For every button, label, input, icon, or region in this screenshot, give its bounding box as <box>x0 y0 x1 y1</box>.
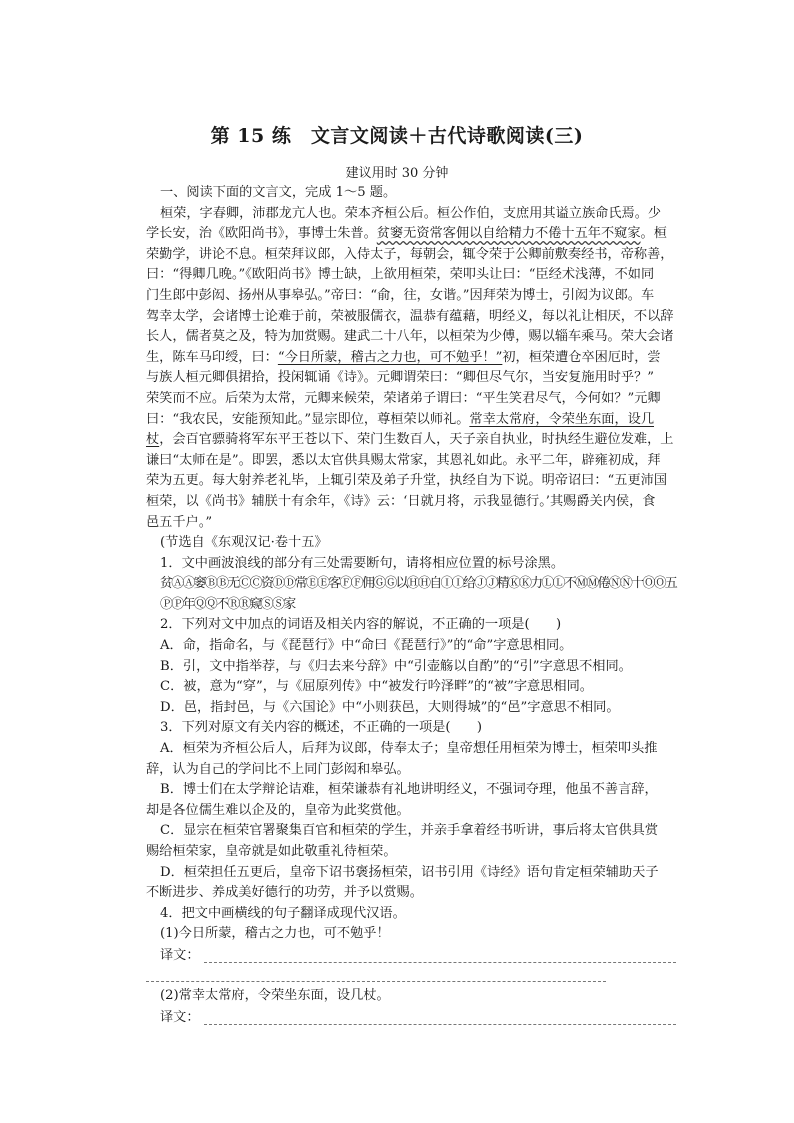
classical-passage <box>146 204 676 554</box>
passage-line <box>146 410 676 431</box>
answer-blank[interactable] <box>204 962 676 963</box>
option-b: B．博士们在太学辩论诘难，桓荣谦恭有礼地讲明经义，不强词夺理，他虽不善言辞， <box>160 782 658 798</box>
option-c: C．被，意为“穿”，与《屈原列传》中“被发行吟泽畔”的“被”字意思相同。 <box>160 679 593 695</box>
option-d: D．桓荣担任五更后，皇帝下诏书褒扬桓荣，诏书引用《诗经》语句肯定桓荣辅助天子 <box>160 864 659 880</box>
page-title: 第 15 练 文言文阅读＋古代诗歌阅读(三) <box>210 125 584 147</box>
answer-line-1 <box>146 945 676 967</box>
option-a-cont: 辞，认为自己的学问比不上同门彭闳和皋弘。 <box>146 761 410 777</box>
question-2 <box>146 615 676 718</box>
option-b: B．引，文中指举荐，与《归去来兮辞》中“引壶觞以自酌”的“引”字意思不相同。 <box>160 658 632 674</box>
underlined-sentence: 常幸太常府，令荣坐东面，设几 <box>469 411 655 427</box>
passage-line: 曰：“得卿几晚。”《欧阳尚书》博士缺，上欲用桓荣，荣叩头让曰：“臣经术浅薄，不如同 <box>146 267 655 283</box>
option-c: C．显宗在桓荣官署聚集百官和桓荣的学生，并亲手拿着经书听讲，事后将太官供具赏 <box>160 823 659 839</box>
question-stem: 3．下列对原文有关内容的概述，不正确的一项是( ) <box>160 720 482 736</box>
passage-line: 桓荣，以《尚书》辅朕十有余年，《诗》云：‘日就月将，示我显德行。’其赐爵关内侯，食 <box>146 493 656 509</box>
passage-line: 荣勤学，讲论不息。桓荣拜议郎，入侍太子，每朝会，辄令荣于公卿前敷奏经书，帝称善， <box>146 246 674 262</box>
answer-line-2 <box>146 1007 676 1029</box>
question-stem: 2．下列对文中加点的词语及相关内容的解说，不正确的一项是( ) <box>160 617 562 633</box>
passage-line: 驾幸太学，会诸博士论难于前，荣被服儒衣，温恭有蕴藉，明经义，每以礼让相厌，不以辞 <box>146 308 674 324</box>
translate-sentence-2: (2)常幸太常府，令荣坐东面，设几杖。 <box>160 987 390 1003</box>
passage-line: 荣为五更。每大射养老礼毕，上辄引荣及弟子升堂，执经自为下说。明帝诏曰：“五更沛国 <box>146 473 668 489</box>
passage-line: 桓荣，字春卿，沛郡龙亢人也。荣本齐桓公后。桓公作伯，支庶用其谥立族命氏焉。少 <box>160 205 662 221</box>
underlined-sentence: “今日所蒙，稽古之力也，可不勉乎！” <box>277 349 503 365</box>
answer-blank[interactable] <box>204 1024 676 1025</box>
question-4 <box>146 904 676 1029</box>
passage-line: 门生郎中彭闳、扬州从事皋弘。”帝曰：“俞，往，女谐。”因拜荣为博士，引闳为议郎。车 <box>146 287 655 303</box>
passage-text: 曰：“我农民，安能预知此。”显宗即位，尊桓荣以师礼。 <box>146 411 470 427</box>
option-a: A．命，指命名，与《琵琶行》中“命曰《琵琶行》”的“命”字意思相同。 <box>160 638 573 654</box>
passage-line <box>146 430 676 451</box>
option-b-cont: 却是各位儒生难以企及的，皇帝为此奖赏他。 <box>146 802 410 818</box>
sentence-break-bubbles[interactable]: 贫ⒶⒶ窭ⒷⒷ无ⒸⒸ资ⒹⒹ常ⒺⒺ客ⒻⒻ佣ⒼⒼ以ⒽⒽ自ⒾⒾ给ⒿⒿ精ⓀⓀ力ⓁⓁ不ⓂⓂ倦ⓃⓃ十ⓄⓄ五ⓅⓅ年ⓆⓆ不ⓇⓇ窥ⓈⓈ家 <box>160 576 676 612</box>
question-stem: 4．把文中画横线的句子翻译成现代汉语。 <box>160 905 406 921</box>
passage-line: 邑五千户。” <box>146 514 213 530</box>
passage-line <box>146 348 676 369</box>
question-3 <box>146 718 676 903</box>
passage-source: (节选自《东观汉记·卷十五》 <box>160 535 328 551</box>
passage-text: ，会百官骠骑将军东平王苍以下、荣门生数百人，天子亲自执业，时执经生避位发难，上 <box>159 432 674 448</box>
translate-sentence-1: (1)今日所蒙，稽古之力也，可不勉乎！ <box>160 926 390 942</box>
content-body <box>146 183 676 1029</box>
passage-text: 学长安，治《欧阳尚书》，事博士朱普。 <box>146 226 377 242</box>
section-heading: 一、阅读下面的文言文，完成 1～5 题。 <box>160 185 397 200</box>
passage-line: 谦曰“太师在是”。即罢，悉以太官供具赐太常家，其恩礼如此。永平二年，辟雍初成，拜 <box>146 452 661 468</box>
passage-text: 。桓 <box>640 226 667 242</box>
passage-line: 与族人桓元卿俱捃拾，投闲辄诵《诗》。元卿谓荣曰：“卿但尽气尔，当安复施用时乎？” <box>146 370 655 386</box>
option-a: A．桓荣为齐桓公后人，后拜为议郎，侍奉太子；皇帝想任用桓荣为博士，桓荣叩头推 <box>160 741 658 757</box>
answer-label: 译文： <box>160 1009 200 1025</box>
time-hint: 建议用时 30 分钟 <box>345 166 449 181</box>
option-d: D．邑，指封邑，与《六国论》中“小则获邑，大则得城”的“邑”字意思不相同。 <box>160 699 620 715</box>
question-1 <box>146 554 676 616</box>
option-c-cont: 赐给桓荣家，皇帝就是如此敬重礼待桓荣。 <box>146 844 397 859</box>
wavy-underlined-text: 贫窭无资常客佣以自给精力不倦十五年不窥家 <box>376 226 641 242</box>
passage-text: 生，陈车马印绶，曰： <box>146 349 278 365</box>
passage-text: 初，桓荣遭仓卒困厄时，尝 <box>502 349 661 365</box>
question-stem: 1．文中画波浪线的部分有三处需要断句，请将相应位置的标号涂黑。 <box>160 555 565 571</box>
underlined-sentence: 杖 <box>146 432 160 448</box>
answer-label: 译文： <box>160 948 200 964</box>
answer-blank-continued[interactable] <box>146 967 606 982</box>
passage-line <box>146 224 676 245</box>
option-d-cont: 不断进步、养成美好德行的功劳，并予以赏赐。 <box>146 885 423 901</box>
passage-line: 长人，儒者莫之及，特为加赏赐。建武二十八年，以桓荣为少傅，赐以辎车乘马。荣大会诸 <box>146 329 674 345</box>
passage-line: 荣笑而不应。后荣为太常，元卿来候荣，荣诸弟子谓曰：“平生笑君尽气，今何如？”元卿 <box>146 390 661 406</box>
